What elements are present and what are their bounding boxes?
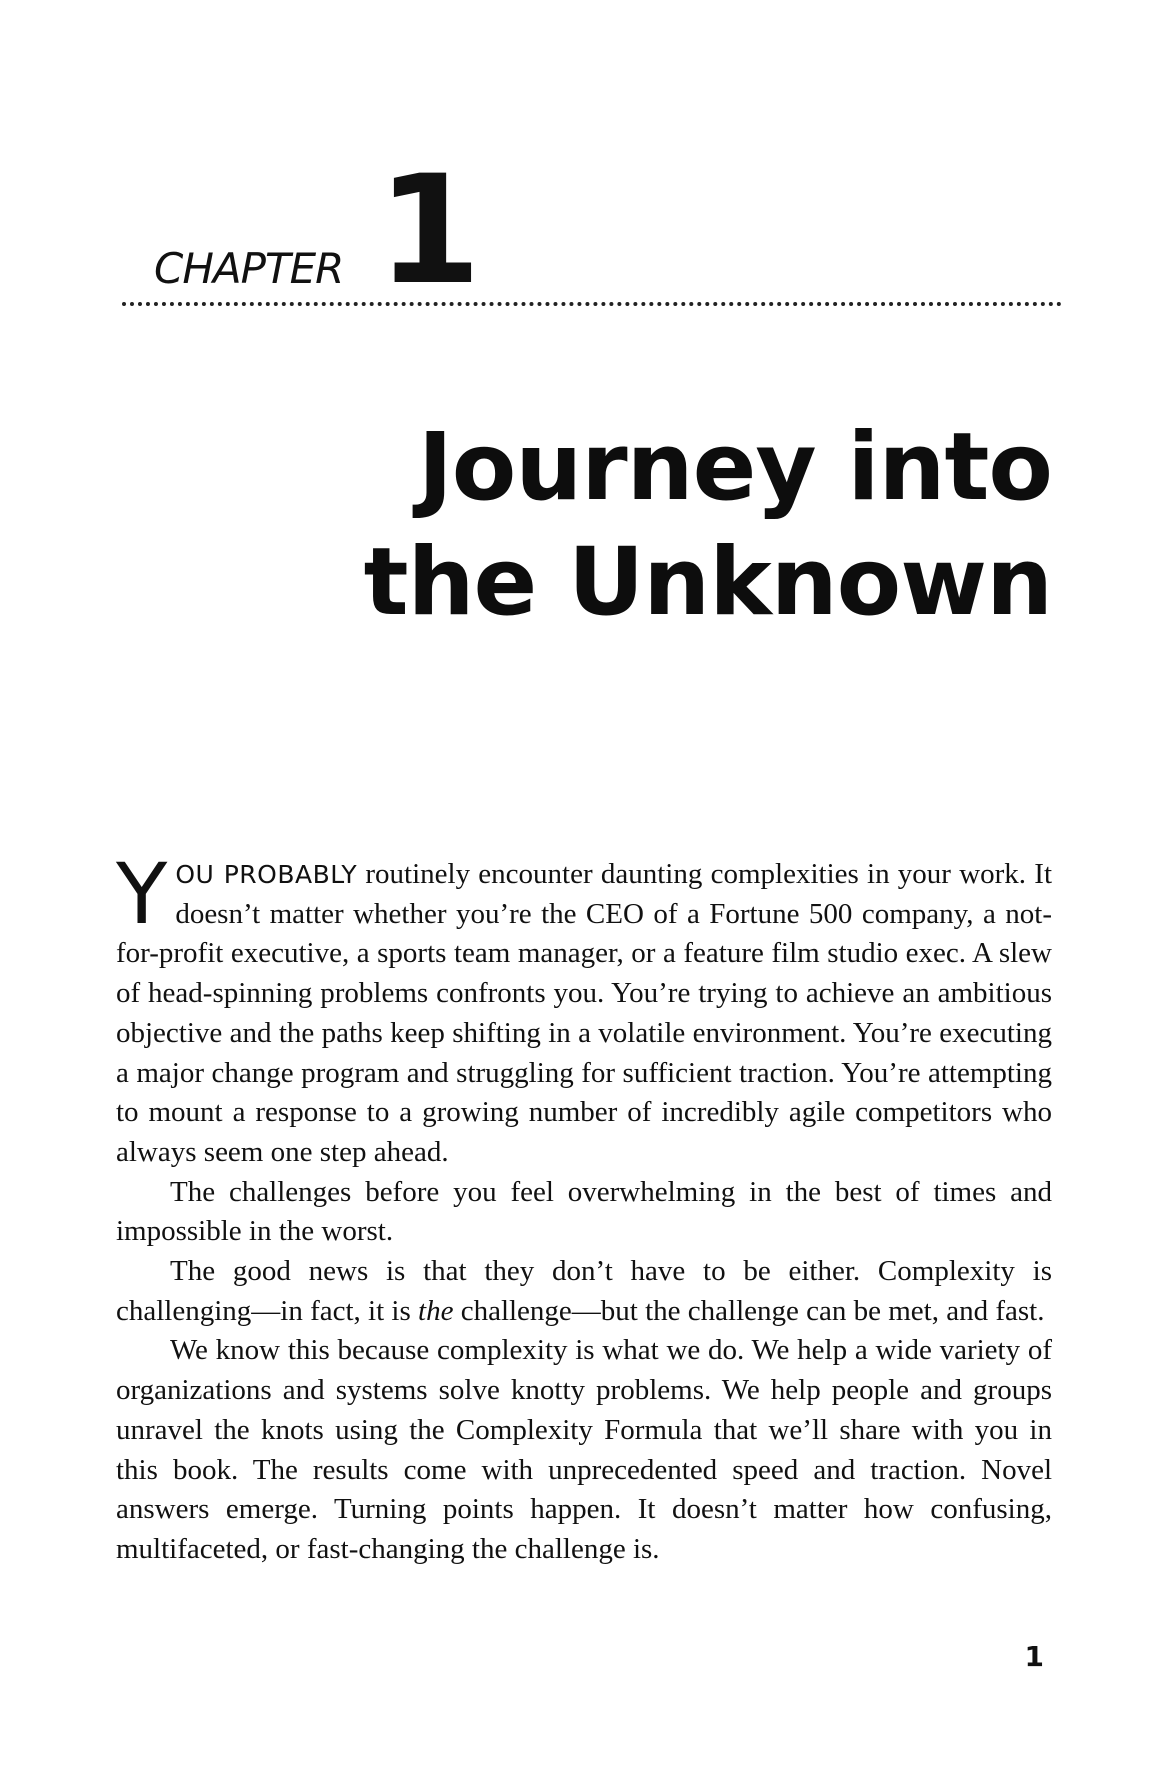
paragraph-3 <box>116 1252 1052 1331</box>
chapter-title-line-2: the Unknown <box>363 528 1052 637</box>
paragraph-4: We know this because complexity is what we do. We help a wide variety of organizations and systems solve knotty problems. We help people and groups unravel the knots using the Complexity Formula that we’ll share with you in this book. The results come with unprecedented speed and traction. Novel answers emerge. Turning points happen. It doesn’t matter how confusing, multifaceted, or fast-changing the challenge is. <box>116 1334 1052 1565</box>
opening-smallcaps: OU PROBABLY <box>175 860 358 889</box>
chapter-label: CHAPTER <box>154 244 344 293</box>
dotted-rule <box>122 302 1062 306</box>
chapter-number: 1 <box>377 144 482 318</box>
paragraph-2: The challenges before you feel overwhelming in the best of times and impossible in the worst. <box>116 1175 1052 1248</box>
paragraph-3-text-b: challenge—but the challenge can be met, and fast. <box>453 1294 1045 1327</box>
emphasis-the: the <box>418 1294 454 1327</box>
body-text <box>116 845 1052 1570</box>
paragraph-1 <box>116 845 1052 1173</box>
paragraph-1-text: routinely encounter daunting complexities in your work. It doesn’t matter whether you’re the CEO of a Fortune 500 company, a not-for-profit executive, a sports team manager, or a feature film studio exec. A slew of head-spinning problems confronts you. You’re trying to achieve an ambitious objective and the paths keep shifting in a volatile environment. You’re executing a major change program and struggling for sufficient traction. You’re attempting to mount a response to a growing number of incredibly agile competitors who always seem one step ahead. <box>116 858 1052 1168</box>
drop-cap: Y <box>116 845 168 943</box>
page-number: 1 <box>1024 1640 1044 1673</box>
paragraph-3-text-a: The good news is that they don’t have to be either. Complexity is challenging—in fact, it is <box>116 1255 1052 1327</box>
chapter-title <box>364 410 1052 640</box>
chapter-header <box>122 144 1062 318</box>
chapter-title-line-1: Journey into <box>417 413 1052 522</box>
